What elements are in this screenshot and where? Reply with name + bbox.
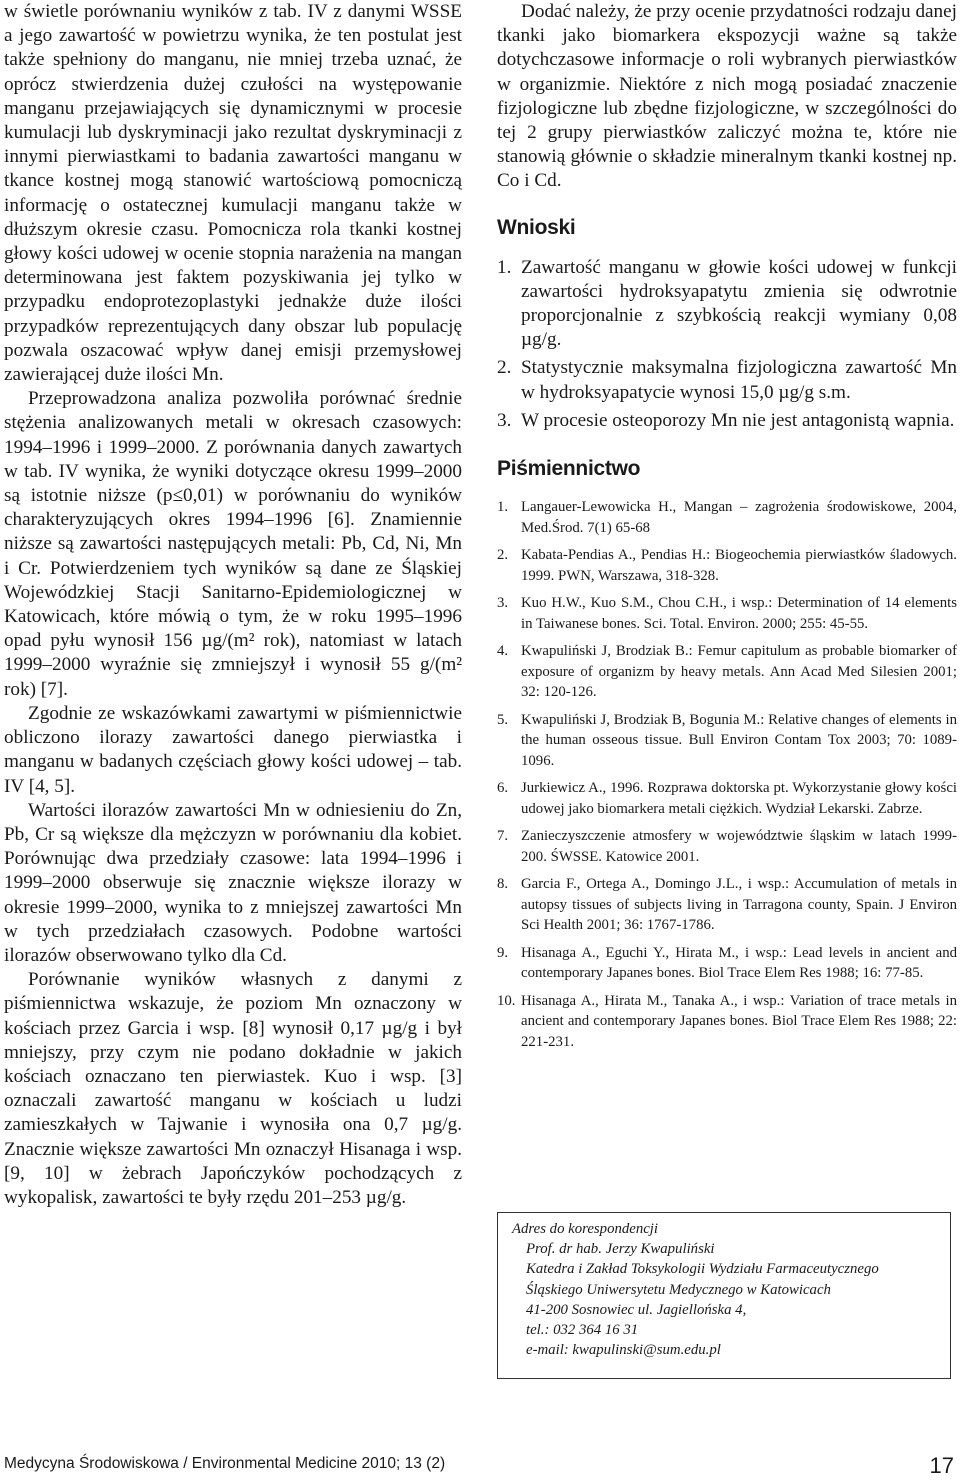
reference-item (497, 943, 957, 984)
reference-text: Langauer-Lewowicka H., Mangan – zagrożenia środowiskowe, 2004, Med.Środ. 7(1) 65-68 (521, 499, 957, 536)
conclusion-item (497, 356, 957, 404)
reference-number: 5. (497, 711, 509, 728)
reference-text: Zanieczyszczenie atmosfery w województwie śląskim w latach 1999-200. ŚWSSE. Katowice 2001. (521, 828, 957, 865)
reference-text: Kuo H.W., Kuo S.M., Chou C.H., i wsp.: Determination of 14 elements in Taiwanese bones. Sci. Total. Environ. 2000; 255: 45-55. (521, 595, 957, 632)
paragraph-5: Porównanie wyników własnych z danymi z piśmiennictwa wskazuje, że poziom Mn oznaczony w kościach przez Garcia i wsp. [8] wynosił 0,17 µg/g i był mniejszy, przy czym nie podano dokładnie w jakich kościach oznaczano ten pierwiastek. Kuo i wsp. [3] oznaczali zawartość manganu w kościach u ludzi zamieszkałych w Tajwanie i wynosiła ona 0,7 µg/g. Znacznie większe zawartości Mn oznaczył Hisanaga i wsp. [9, 10] w żebrach Japończyków pochodzących z wykopalisk, zawartości te były rzędu 201–253 µg/g. (4, 969, 462, 1208)
reference-item (497, 641, 957, 703)
reference-text: Kwapuliński J, Brodziak B, Bogunia M.: Relative changes of elements in the human osseous tissue. Bull Environ Contam Tox 2003; 70: 1089-1096. (521, 711, 957, 769)
correspondence-phone: tel.: 032 364 16 31 (526, 1322, 639, 1339)
conclusion-item (497, 256, 957, 353)
reference-number: 7. (497, 828, 509, 845)
references-heading: Piśmiennictwo (497, 457, 641, 481)
paragraph-2: Przeprowadzona analiza pozwoliła porównać średnie stężenia analizowanych metali w okresach czasowych: 1994–1996 i 1999–2000. Z porównania danych zawartych w tab. IV wynika, że wyniki dotyczące okresu 1999–2000 są istotnie niższe (p≤0,01) w porównaniu do wyników charakteryzujących okres 1994–1996 [6]. Znamiennie niższe są zawartości następujących metali: Pb, Cd, Ni, Mn i Cr. Potwierdzeniem tych wyników są dane ze Śląskiej Wojewódzkiej Stacji Sanitarno-Epidemiologicznej w Katowicach, które mówią o tym, że w roku 1995–1996 opad pyłu wynosił 156 µg/(m² rok), natomiast w latach 1999–2000 wyraźnie się zmniejszył i wynosił 55 g/(m² rok) [7]. (4, 388, 462, 700)
correspondence-heading: Adres do korespondencji (512, 1221, 659, 1237)
correspondence-box (497, 1212, 951, 1379)
paragraph-4: Wartości ilorazów zawartości Mn w odniesieniu do Zn, Pb, Cr są większe dla mężczyzn w porównaniu dla kobiet. Porównując dwa przedziały czasowe: lata 1994–1996 i 1999–2000 obserwuje się znacznie większe ilorazy w okresie 1999–2000, wynika to z mniejszej zawartości Mn w tych przedziałach czasowych. Podobne wartości ilorazów obserwowano tylko dla Cd. (4, 799, 462, 966)
reference-item (497, 826, 957, 867)
reference-item (497, 710, 957, 772)
conclusion-number: 3. (497, 409, 512, 431)
references-list (497, 497, 957, 1052)
conclusion-number: 1. (497, 256, 512, 278)
conclusion-item (497, 409, 957, 433)
correspondence-email: e-mail: kwapulinski@sum.edu.pl (526, 1342, 721, 1359)
reference-number: 1. (497, 499, 509, 516)
conclusions-heading: Wnioski (497, 215, 576, 239)
paragraph-intro: Dodać należy, że przy ocenie przydatności rodzaju danej tkanki jako biomarkera ekspozycji ważne są także dotychczasowe informacje o roli wybranych pierwiastków w organizmie. Niektóre z nich mogą posiadać znaczenie fizjologiczne lub zbędne fizjologiczne, w szczególności do tej 2 grupy pierwiastków zaliczyć można te, które nie stanowią głównie o składzie mineralnym tkanki kostnej np. Co i Cd. (497, 1, 957, 192)
right-column (497, 0, 957, 1059)
reference-item (497, 991, 957, 1053)
reference-text: Hisanaga A., Eguchi Y., Hirata M., i wsp.: Lead levels in ancient and contemporary Japanes bones. Biol Trace Elem Res 1988; 16: 77-85. (521, 944, 957, 982)
journal-footer: Medycyna Środowiskowa / Environmental Medicine 2010; 13 (2) (4, 1455, 446, 1472)
paragraph-3: Zgodnie ze wskazówkami zawartymi w piśmiennictwie obliczono ilorazy zawartości danego pierwiastka i manganu w badanych częściach głowy kości udowej – tab. IV [4, 5]. (4, 702, 462, 797)
reference-number: 10. (497, 992, 516, 1009)
reference-number: 9. (497, 944, 509, 961)
conclusion-text: W procesie osteoporozy Mn nie jest antagonistą wapnia. (521, 409, 955, 431)
paragraph-1: w świetle porównaniu wyników z tab. IV z danymi WSSE a jego zawartość w powietrzu wynika, że ten postulat jest także spełniony do manganu, nie mniej trzeba uznać, że oprócz stwierdzenia dużej czułości na występowanie manganu przejawiających się dynamicznymi w procesie kumulacji lub dyskryminacji jako rezultat dyskryminacji z innymi pierwiastkami to badania zawartości manganu w tkance kostnej mogą stanowić wartościową pomocniczą informację o ostatecznej kumulacji manganu także w dłuższym okresie czasu. Pomocnicza rola tkanki kostnej głowy kości udowej w ocenie stopnia narażenia na mangan determinowana jest faktem pozyskiwania jej tylko w przypadku endoprotezoplastyki jednakże duże ilości przypadków reprezentujących dany obszar lub populację pozwala oszacować wpływ danej emisji przemysłowej zawierającej duże ilości Mn. (4, 1, 462, 386)
reference-item (497, 593, 957, 634)
reference-number: 2. (497, 547, 509, 564)
reference-text: Jurkiewicz A., 1996. Rozprawa doktorska pt. Wykorzystanie głowy kości udowej jako biomarkera metali ciężkich. Wydział Lekarski. Zabrze. (521, 780, 957, 817)
correspondence-department: Katedra i Zakład Toksykologii Wydziału Farmaceutycznego (526, 1261, 879, 1278)
reference-item (497, 778, 957, 819)
reference-text: Garcia F., Ortega A., Domingo J.L., i wsp.: Accumulation of metals in autopsy tissues of subjects living in Tarragona county, Spain. J Environ Sci Health 2001; 36: 1767-1786. (521, 876, 957, 934)
correspondence-street: 41-200 Sosnowiec ul. Jagiellońska 4, (526, 1301, 747, 1318)
reference-item (497, 874, 957, 936)
reference-text: Hisanaga A., Hirata M., Tanaka A., i wsp.: Variation of trace metals in ancient and contemporary Japanes bones. Biol Trace Elem Res 1988; 22: 221-231. (521, 992, 957, 1050)
conclusion-text: Zawartość manganu w głowie kości udowej w funkcji zawartości hydroksyapatytu zmienia się odwrotnie proporcjonalnie z szybkością reakcji wymiany 0,08 µg/g. (521, 256, 957, 351)
reference-number: 3. (497, 595, 509, 612)
left-column (4, 0, 462, 1210)
reference-number: 6. (497, 780, 509, 797)
correspondence-university: Śląskiego Uniwersytetu Medycznego w Katowicach (526, 1281, 831, 1298)
conclusions-list (497, 256, 957, 433)
reference-number: 8. (497, 876, 509, 893)
reference-item (497, 497, 957, 538)
conclusion-number: 2. (497, 357, 512, 379)
conclusion-text: Statystycznie maksymalna fizjologiczna zawartość Mn w hydroksyapatycie wynosi 15,0 µg/g s.m. (521, 357, 957, 403)
reference-text: Kwapuliński J, Brodziak B.: Femur capitulum as probable biomarker of exposure of organizm by heavy metals. Ann Acad Med Silesien 2001; 32: 120-126. (521, 643, 957, 701)
reference-text: Kabata-Pendias A., Pendias H.: Biogeochemia pierwiastków śladowych. 1999. PWN, Warszawa, 318-328. (521, 547, 957, 584)
reference-item (497, 545, 957, 586)
correspondence-name: Prof. dr hab. Jerzy Kwapuliński (526, 1241, 715, 1258)
reference-number: 4. (497, 643, 509, 660)
page-number: 17 (929, 1453, 954, 1478)
